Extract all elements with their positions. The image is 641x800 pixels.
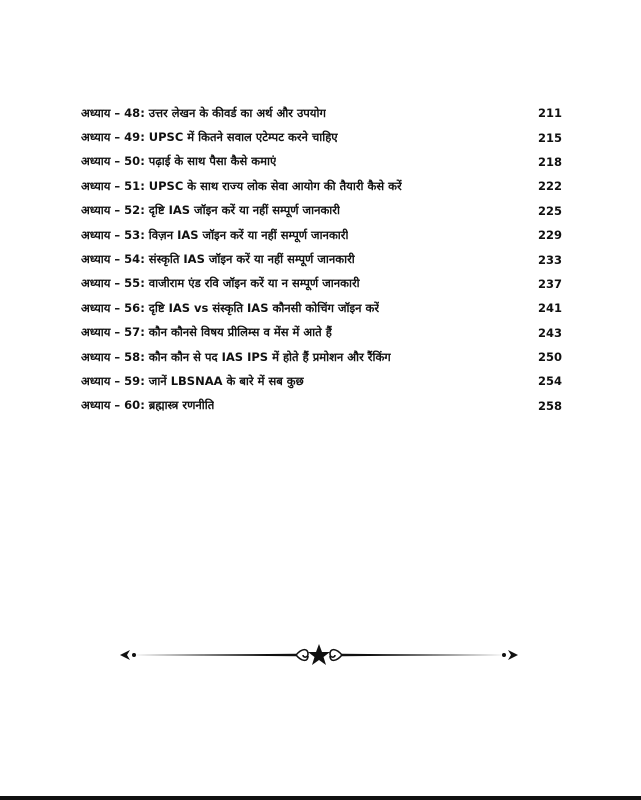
toc-entry-page: 222	[537, 179, 562, 194]
decorative-divider-icon	[118, 636, 520, 676]
toc-entry-page: 215	[537, 130, 562, 145]
toc-entry-page: 258	[537, 398, 562, 413]
toc-entry	[81, 199, 565, 223]
toc-entry-title: अध्याय – 48: उत्तर लेखन के कीवर्ड का अर्थ और उपयोग	[81, 105, 326, 120]
toc-entry-title: अध्याय – 59: जानें LBSNAA के बारे में सब कुछ	[81, 373, 304, 388]
toc-entry-title: अध्याय – 56: दृष्टि IAS vs संस्कृति IAS कौनसी कोचिंग जॉइन करें	[81, 300, 380, 315]
toc-entry-page: 233	[537, 252, 562, 267]
toc-entry-title: अध्याय – 52: दृष्टि IAS जॉइन करें या नहीं सम्पूर्ण जानकारी	[81, 203, 340, 218]
toc-entry-page: 254	[537, 374, 562, 389]
toc-entry-title: अध्याय – 50: पढ़ाई के साथ पैसा कैसे कमाएं	[81, 154, 277, 169]
toc-entry-title: अध्याय – 60: ब्रह्मास्त्र रणनीति	[81, 398, 215, 413]
toc-entry-page: 250	[537, 350, 562, 365]
toc-entry-page: 243	[537, 325, 562, 340]
toc-entry	[81, 223, 565, 247]
toc-entry	[81, 296, 565, 320]
toc-entry	[81, 272, 565, 296]
table-of-contents	[81, 101, 565, 418]
bottom-border	[0, 796, 641, 800]
toc-entry-page: 218	[537, 154, 562, 169]
toc-entry	[81, 174, 565, 198]
toc-entry	[81, 125, 565, 149]
toc-entry-title: अध्याय – 58: कौन कौन से पद IAS IPS में होते हैं प्रमोशन और रैंकिंग	[81, 349, 391, 364]
toc-entry-page: 241	[537, 301, 562, 316]
toc-entry-title: अध्याय – 54: संस्कृति IAS जॉइन करें या नहीं सम्पूर्ण जानकारी	[81, 252, 355, 267]
toc-entry-title: अध्याय – 51: UPSC के साथ राज्य लोक सेवा आयोग की तैयारी कैसे करें	[81, 178, 402, 193]
toc-entry-page: 225	[537, 203, 562, 218]
toc-entry-page: 237	[537, 276, 562, 291]
toc-entry-page: 229	[537, 228, 562, 243]
toc-entry	[81, 150, 565, 174]
toc-entry-title: अध्याय – 53: विज़न IAS जॉइन करें या नहीं सम्पूर्ण जानकारी	[81, 227, 349, 242]
toc-entry	[81, 101, 565, 125]
toc-entry-title: अध्याय – 49: UPSC में कितने सवाल एटेम्पट करने चाहिए	[81, 130, 338, 145]
toc-entry-title: अध्याय – 57: कौन कौनसे विषय प्रीलिम्स व मेंस में आते हैं	[81, 325, 332, 340]
toc-entry	[81, 394, 565, 418]
toc-entry	[81, 247, 565, 271]
toc-entry	[81, 321, 565, 345]
toc-entry-page: 211	[537, 106, 562, 121]
toc-entry	[81, 369, 565, 393]
toc-entry-title: अध्याय – 55: वाजीराम एंड रवि जॉइन करें या न सम्पूर्ण जानकारी	[81, 276, 360, 291]
toc-entry	[81, 345, 565, 369]
